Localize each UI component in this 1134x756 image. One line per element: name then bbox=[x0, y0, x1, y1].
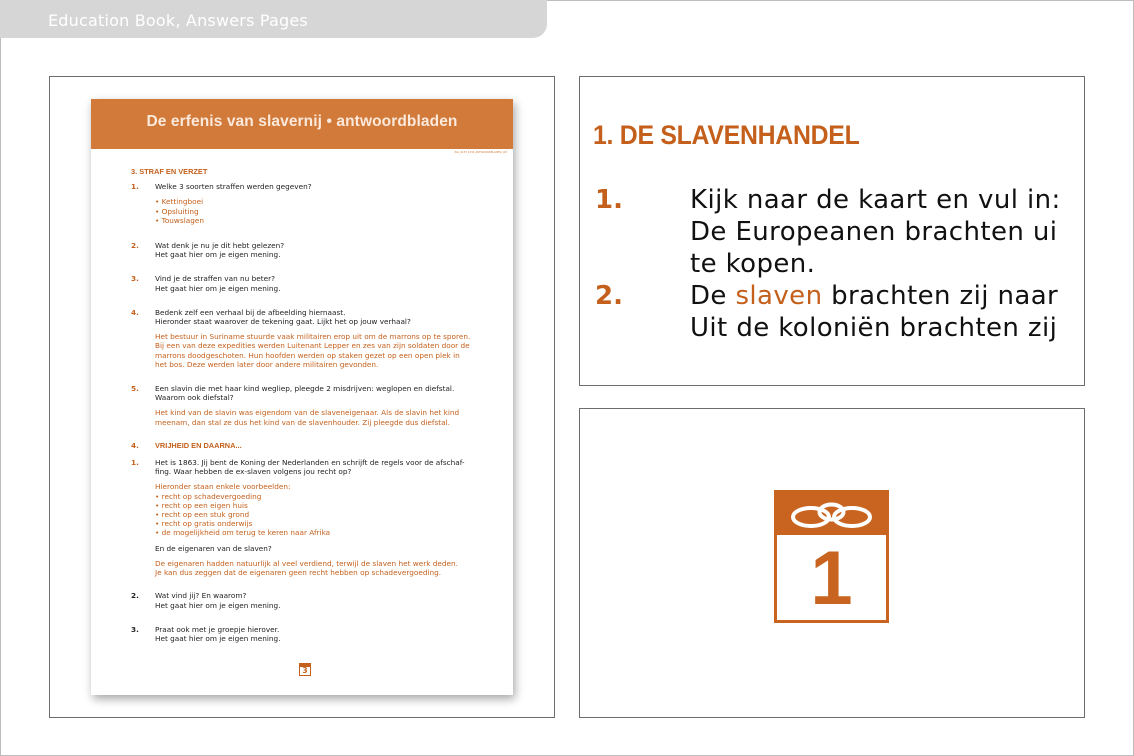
question-number: 1. bbox=[131, 182, 139, 192]
question-text: Het gaat hier om je eigen mening. bbox=[155, 283, 281, 293]
answer-line: Bij een van deze expedities werden Luitenant Lepper en zes van zijn soldaten door de bbox=[155, 341, 470, 351]
question-text: Welke 3 soorten straffen werden gegeven? bbox=[155, 182, 312, 192]
page-title: De erfenis van slavernij • antwoordbladen bbox=[146, 113, 458, 130]
question-number: 5. bbox=[131, 384, 139, 394]
page-preview-panel[interactable] bbox=[49, 76, 555, 718]
question-text: Waarom ook diefstal? bbox=[155, 393, 234, 403]
answer-line: Je kan dus zeggen dat de eigenaren geen recht hebben op schadevergoeding. bbox=[155, 568, 442, 578]
answer-line: • Touwslagen bbox=[155, 215, 204, 225]
chain-calendar-icon bbox=[774, 490, 889, 623]
zoom-item-number: 2. bbox=[595, 281, 623, 311]
zoom-item-text: Uit de koloniën brachten zij bbox=[690, 313, 1058, 343]
page-body bbox=[131, 167, 491, 643]
question-number: 4. bbox=[131, 307, 139, 317]
answer-line: • Kettingboei bbox=[155, 197, 204, 207]
title-tab bbox=[0, 0, 547, 38]
question-number: 1. bbox=[131, 458, 139, 468]
document-page bbox=[91, 99, 513, 695]
question-text: Praat ook met je groepje hierover. bbox=[155, 624, 280, 634]
question-text: Het is 1863. Jij bent de Koning der Nederlanden en schrijft de regels voor de afschaf- bbox=[155, 458, 465, 468]
zoom-item-text bbox=[690, 280, 1058, 312]
answer-line: • de mogelijkheid om terug te keren naar Afrika bbox=[155, 528, 331, 538]
question-text: Wat denk je nu je dit hebt gelezen? bbox=[155, 241, 285, 251]
question-4-1 bbox=[131, 458, 491, 577]
answer-line: • recht op gratis onderwijs bbox=[155, 519, 253, 529]
zoom-text-part: De bbox=[690, 281, 736, 311]
question-text: Vind je de straffen van nu beter? bbox=[155, 274, 275, 284]
answer-line: Hieronder staan enkele voorbeelden: bbox=[155, 482, 291, 492]
section-heading-vrijheid bbox=[131, 441, 491, 450]
question-text: Wat vind jij? En waarom? bbox=[155, 591, 247, 601]
question-text: Een slavin die met haar kind wegliep, pleegde 2 misdrijven: weglopen en diefstal. bbox=[155, 384, 455, 394]
zoom-highlight-word: slaven bbox=[735, 281, 823, 311]
zoom-section-title: 1. DE SLAVENHANDEL bbox=[593, 120, 860, 150]
answer-line: marrons doodgeschoten. Hun hoofden werden op staken gezet op een open plek in bbox=[155, 350, 460, 360]
question-text: Bedenk zelf een verhaal bij de afbeelding hiernaast. bbox=[155, 307, 346, 317]
page-number-badge bbox=[299, 663, 311, 676]
zoom-text-part: brachten zij naar bbox=[822, 281, 1059, 311]
zoom-item-text: te kopen. bbox=[690, 249, 816, 279]
question-number: 3. bbox=[131, 624, 139, 634]
chain-links-icon bbox=[777, 493, 886, 535]
question-3-5 bbox=[131, 384, 491, 427]
zoom-item-number: 1. bbox=[595, 185, 623, 215]
answer-line: De eigenaren hadden natuurlijk al veel verdiend, terwijl de slaven het werk deden. bbox=[155, 558, 458, 568]
icon-panel[interactable] bbox=[579, 408, 1085, 718]
answer-line: het bos. Deze werden later door andere militairen gevonden. bbox=[155, 359, 379, 369]
answer-line: • Opsluiting bbox=[155, 206, 199, 216]
question-4-2 bbox=[131, 591, 491, 609]
question-text: fing. Waar hebben de ex-slaven volgens jou recht op? bbox=[155, 467, 352, 477]
zoom-item-text: Kijk naar de kaart en vul in: bbox=[690, 185, 1061, 215]
question-3-3 bbox=[131, 274, 491, 292]
section-heading-straf: 3. STRAF EN VERZET bbox=[131, 167, 208, 176]
question-4-3 bbox=[131, 625, 491, 643]
question-3-1 bbox=[131, 182, 491, 225]
section-heading-text: VRIJHEID EN DAARNA... bbox=[155, 440, 242, 450]
answer-line: • recht op een stuk grond bbox=[155, 510, 250, 520]
question-number: 3. bbox=[131, 274, 139, 284]
question-number: 2. bbox=[131, 591, 139, 601]
question-text: Hieronder staat waarover de tekening gaat. Lijkt het op jouw verhaal? bbox=[155, 317, 411, 327]
question-3-4 bbox=[131, 308, 491, 369]
question-text: Het gaat hier om je eigen mening. bbox=[155, 633, 281, 643]
page-reference-code: PAL_0133_1234_ANTWOORDBLADEN_123 bbox=[454, 151, 507, 154]
page-number: 3 bbox=[302, 666, 308, 675]
answer-line: • recht op schadevergoeding bbox=[155, 491, 262, 501]
calendar-number: 1 bbox=[810, 536, 853, 621]
followup-question: En de eigenaren van de slaven? bbox=[155, 543, 272, 553]
zoom-item-text: De Europeanen brachten ui bbox=[690, 217, 1058, 247]
app-title: Education Book, Answers Pages bbox=[48, 11, 308, 30]
answer-line: meenam, dan stal ze dus het kind van de slavenhouder. Zij pleegde dus diefstal. bbox=[155, 417, 450, 427]
answer-line: Het kind van de slavin was eigendom van de slaveneigenaar. Als de slavin het kind bbox=[155, 408, 460, 418]
question-text: Het gaat hier om je eigen mening. bbox=[155, 250, 281, 260]
answer-line: Het bestuur in Suriname stuurde vaak militairen erop uit om de marrons op te sporen. bbox=[155, 332, 471, 342]
zoom-detail-panel[interactable] bbox=[579, 76, 1085, 386]
section-number: 4. bbox=[131, 440, 139, 450]
page-header-band bbox=[91, 99, 513, 149]
question-3-2 bbox=[131, 241, 491, 259]
answer-line: • recht op een eigen huis bbox=[155, 500, 248, 510]
question-text: Het gaat hier om je eigen mening. bbox=[155, 600, 281, 610]
question-number: 2. bbox=[131, 241, 139, 251]
